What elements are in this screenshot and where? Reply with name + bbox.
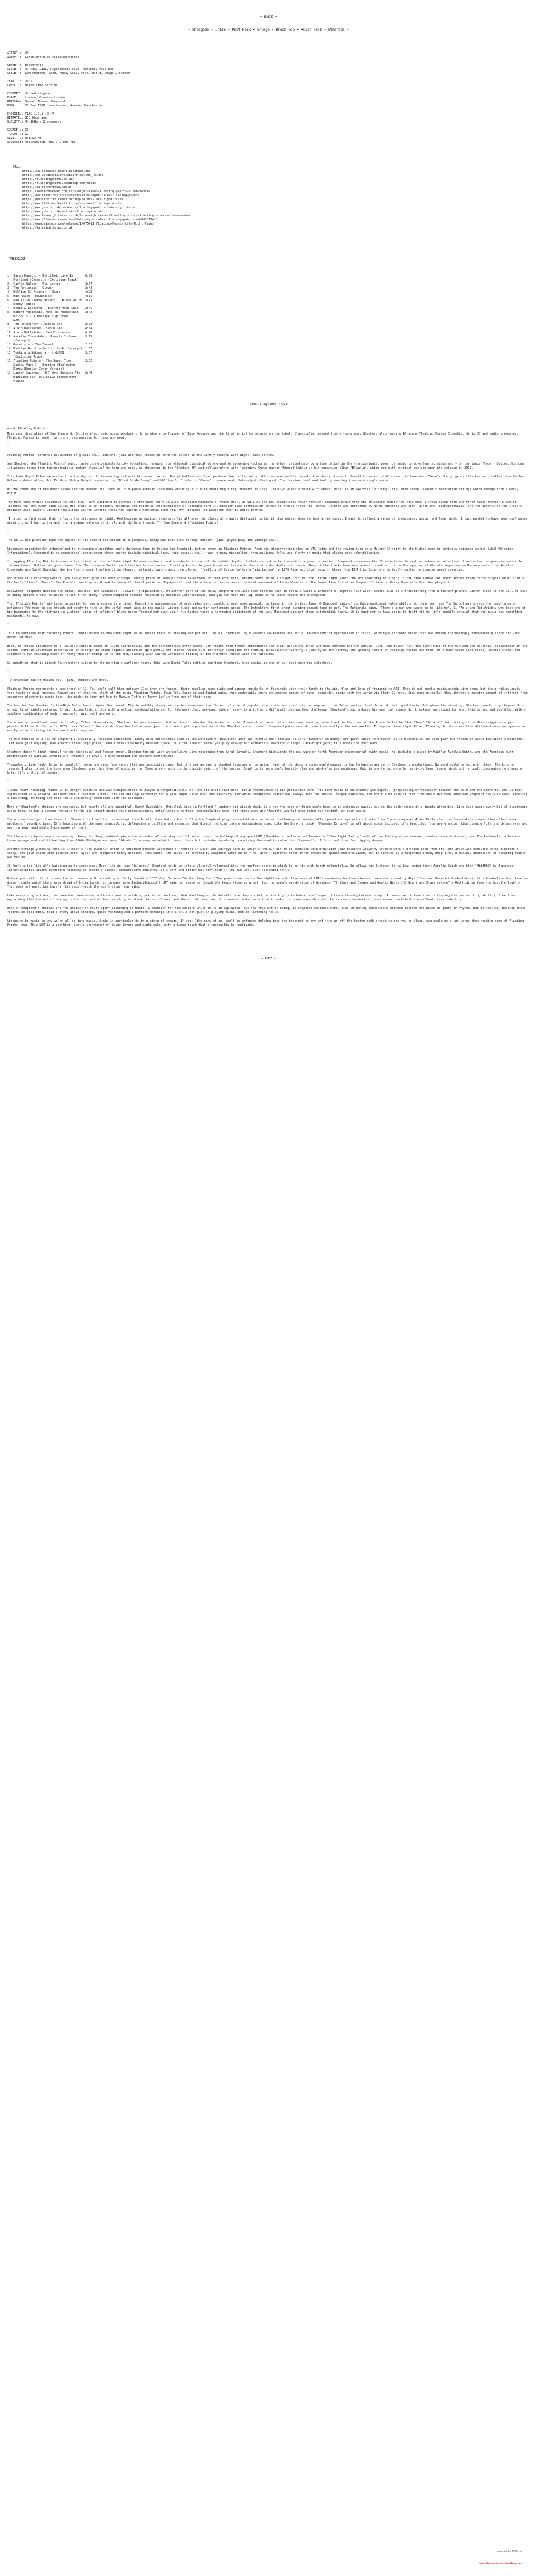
track-row: [7, 347, 95, 351]
release-info-line: [7, 124, 531, 128]
track-row: [7, 343, 95, 347]
track-number: [7, 367, 13, 371]
track-time: [85, 319, 95, 323]
about-paragraph: Sam Shepherd aka Floating Points' music taste is notoriously tricky to define, ranging from ethereal classical at one end to careening techno at the other, united only by a fine belief in the transcendental power of music to move hearts, minds and - on the dance floor - bodies. His own influences range from impressionistic modern classical to jazz and soul, as showcased in the "Shadows EP" and collaborating with legendary Gnawa master Mahmoud Guinia in his expansive album "Elaenia", which met with critical acclaim upon its release in 2015.: [7, 462, 524, 470]
url-link[interactable]: http://www.facebook.com/floatingpoints: [22, 170, 91, 173]
about-paragraph: The bar for Sam Shepherd's LateNightTales feels higher than usual. The incredibly steady mix series showcases the "interior" side of popular electronic music artists, or anyone in the Tales series, that drive of their good taste. But given his standing, Shepherd needs to go beyond this on his first widely released DJ mix. Accomplishing this with a mellow, contemplative set for the post-club, pre-dawn side of every is a lot more difficult than another challenge. Shepherd's mix endorse his own high standards, breaking new ground for what this series and could be, with a seamless combination of modern ambient, jazz, soul and more.: [7, 704, 526, 716]
release-info-line: STYLE..: IDM Ambient, Jazz, Funk, Soul, Folk, World, Stage & Screen: [7, 72, 130, 75]
track-title: Toshiharu Nakamura - MiddNO9: [13, 351, 64, 355]
track-row: [7, 355, 95, 359]
total-playtime: Total Playtime: 77:22: [249, 403, 288, 406]
about-paragraph: It's no surprise that Floating Points' contribution to the Late Night Tales series feels so healing and patient. The DJ, producer, Eglo Records co-founder and actual neuroscientist specializes in fluid, warming electronic music that has become increasingly mind-bending since his 2009 debut J&W Beat.: [7, 632, 520, 639]
url-link[interactable]: http://www.juno.co.uk/artists/floating+points: [22, 210, 104, 214]
url-link[interactable]: https://musiccritic.com/floating-points-late-night-tales: [22, 198, 123, 201]
release-info-line: SIZE....: 348.92 MB: [7, 137, 42, 140]
track-number: 15: [7, 351, 11, 355]
track-row: [7, 327, 95, 331]
track-number: 1: [7, 274, 9, 278]
track-number: 13: [7, 343, 11, 347]
track-title: Aurelio Coverdale - Moments Is Love: [13, 335, 77, 338]
track-time: 3:42: [84, 311, 93, 314]
about-title: About Floating Points:: [7, 427, 47, 430]
track-row: [7, 335, 95, 339]
url-link[interactable]: http://www.thelineofbestfit.com/reviews/floating-points: [22, 202, 122, 205]
track-row: [7, 359, 95, 363]
track-title: Dorothy's - The Tunnel: [13, 343, 53, 347]
track-title: Of Souls - A Message Sign From: [13, 315, 68, 318]
track-time: [85, 278, 95, 282]
track-time: [85, 355, 95, 359]
release-info-line: GENRE..: Electronic: [7, 64, 43, 67]
tracklist-title: - TRACKLIST: [6, 257, 26, 261]
track-time: 2:45: [84, 307, 93, 310]
track-row: [7, 274, 95, 278]
track-time: [85, 339, 95, 343]
track-number: [7, 319, 13, 323]
release-info-line: ALBUM..: LateNightTales Floating Points: [7, 56, 79, 59]
track-title: Carlos Walker - Via Lactea: [13, 282, 61, 286]
about-paragraph: There are no quantized drums on LateNightTales. When mixing, Shepherd focuses on moods, but he doesn't abandon the technical side: I mean his concentrated, two rare sounding soundtrack in the form of the Alain Bellaiche "Sun Blues" "Glowin'" into strings from Mississippi-born jazz pianist William S. Fischer's 1970 track "Chaos," the chords from the latter non- jazz piece are a pitch-perfect match for The Rationals' number. Shepherd pairs records come from vastly different worlds. Throughout Late Night Tales, Floating Points mixes from different eras and genres as easily as he'd string two techno tracks together.: [7, 721, 526, 733]
track-row: [7, 303, 95, 307]
track-row: [7, 278, 95, 282]
track-time: 4:24: [84, 299, 93, 302]
track-number: [7, 315, 13, 319]
track-time: 3:37: [84, 351, 93, 355]
release-info-line: QUALITY.: 44.1kHz / 2 channels: [7, 120, 61, 124]
track-time: 1:57: [84, 347, 93, 351]
track-title: Event & Innocent - Express Your Love: [13, 307, 79, 310]
about-paragraph: So something that is almost faith before suited to the morning's earliest hours, this Late Night Tales edition confirms Shepherd, once again, as one of our most generous selectors.: [7, 661, 333, 665]
about-paragraph: "I tried to find music that reflects the stillness of night. And because my musical interests lie all over the place, it's quite difficult to distil that notion down to just a few songs. I want to reflect a sense of dreaminess, peace, and late night. I just wanted to have some cool music mixed in, so I had to try and find a unique balance of it all with different music." - Sam Shepherd (Floating Points): [7, 517, 528, 525]
credit-line-1: covered by NGM.ru: [496, 2550, 522, 2553]
about-paragraph: Many of Shepherd's choices are the product of hours spent listening to music, a penchant for the obscure which is to be applauded, but the true art of DJing, as Shepherd exhibits here, lies in making connections between records—not based on genre or rhythm, but on feeling. Hearing these records—in real time, told a story about strange, quiet yearning and a perfect morning; it's a skill not just in playing music, but in listening to it.: [7, 907, 526, 914]
url-link[interactable]: https://floatingpoints.bandcamp.com/music: [22, 182, 97, 185]
url-label: URL..:: [13, 165, 24, 169]
about-paragraph: *: [7, 670, 9, 674]
url-link[interactable]: https://en.wikipedia.org/wiki/Floating_Points: [22, 174, 104, 177]
about-paragraph: - A standout mix of mellow soul, jazz, ambient and more. -: [7, 679, 112, 682]
track-row: [7, 323, 95, 327]
track-number: 4: [7, 290, 9, 294]
track-time: 3:02: [84, 359, 93, 363]
track-number: 17: [7, 371, 11, 375]
about-paragraph: *: [7, 445, 9, 448]
track-time: [85, 367, 95, 371]
track-time: 2:43: [84, 286, 93, 290]
track-row: [7, 380, 95, 384]
about-paragraph: Another strangely moving tone is Grimoth's "The Tunnel," which is embedded between Coverdale's "Moments in Love" and Kaitlyn Aurelia Smith's "Milk." Not to be confused with Brazilian jazz-fusion's Gruyeth, Grimoth were a British band from the late 1970s who combined Norma Winstone's smoky, pre-gold voice with pianist John Taylor and trumpeter Kenny Wheeler. "The Sweet Time Suite" is covered by Shepherd later on in "The Tunnel" captures these three treasures spaced and brilliant, but is carried by a tangerine dreamy Moog line, a musical impression of Floating Points' own future.: [7, 848, 528, 859]
track-row: [7, 331, 95, 335]
about-paragraph: Before you drift off, in comes Lauren Laverne with a reading of Emily Brontë's "037 Why, Because The Dazzling Sun." The poem is an ode to the nighttime and, like many of LNT's customary bedtime stories (previously read by Rhys Ifans and Benedict Cumberbatch), it's borderline too. Laverne doesn't quite match the creaky dread of Lydia Lunch, so in many ways Badhabidtwoodn't LNT made her sound as though she keeps those as a pet. But the poem's celebration of darkness ("O Stars and Dreams and Gentle Night / O Night and Stars return" / And hide me from the hostile light / That does not warm, but burn") fits snugly with the mix's after-hour vibe.: [7, 877, 528, 889]
track-title: William S. Fischer - Chaos: [13, 290, 61, 294]
track-number: 2: [7, 282, 9, 286]
url-list: [22, 170, 531, 230]
track-row: [7, 311, 95, 315]
url-link[interactable]: https://louderthanwar.com/late-night-tales-floating-points-album-review: [22, 190, 150, 193]
track-title: (Excerpt): [13, 339, 30, 343]
track-title: Kenny Wheeler Cover Version): [13, 367, 64, 371]
about-paragraph: On the other end of the music scale are the modernists, such as US 8-piece Aurelio Coverdale who mingle in with their beguiling 'Moments Is Love', Kaitlyn Aurelia Smith with whose 'Milk' is an exercise in tranquility, with Sarah Davachi's meditative strings which emerge from a woozy world.: [7, 488, 518, 495]
track-number: 14: [7, 347, 11, 351]
about-paragraph: Main recording alias of Sam Shepherd, British electronic music producer. He is also a co-founder of Eglo Records and the first artist to release on the label. Classically trained from a young age, Shepherd also leads a 16-piece Floating Points Ensemble. He is DJ and radio presenter. Floating Points is known for his strong passion for jazz and soul.: [7, 432, 518, 440]
track-title: The Rationals - Glowin: [13, 286, 53, 290]
track-number: 16: [7, 359, 11, 363]
about-paragraph: Here, he treats listeners to a lovingly-curated jaunt in 1970s spirituality and the contemporary avant-garde. Jon treats from French experimentalist Alain Bellaiche offer a bridge between the two worlds, with "Sun Blues" fill the first half of the mix and the celestial soundscapes in the second. Aurelio Coverdale contributes an excerpt in which organic acoustics spin gently off-course, which sits perfectly alongside the chiming percussion of Dorothy's jazz-lyric The Tunnel, the opening record on Floating Points and Four Tet's much-loved (and Flock) Records stash. Sam Shepherd's own stunning cover of Kenny Wheeler brings us to the end, closing with Lauren Laverne's reading of Emily Brontë thrown upon the curtains.: [7, 645, 528, 656]
release-info-line: STYLE..: DJ Mix, Jazz, Psychedelic Soul, Ambient, Post-Bop: [7, 68, 114, 71]
track-title: Portland (Excerpt) (Exclusive Track): [13, 278, 79, 282]
url-link[interactable]: https://latenighttales.co.uk: [22, 226, 73, 230]
release-info-line: [7, 108, 531, 112]
about-paragraph: There's an indulgent loveliness to "Moments is Love" too, an excerpt from Aurelio Coverdale's Gnaifs EP which Shepherd plays around 45 minutes later, following two wonderfully spaced and mysterious tracks from French composer Alain Bellaiche, the Coverdale's composition offers nine minutes of pounding bass. It's haunting with the same tranquility, delivering a drifting and creeping that direct the time into a meaningless zone. Like the Dorothy track, "Moments Is Love" is all about sonic texture: it's beautiful from every angle, like turning life's problems over and over in your head while lying awake at night.: [7, 818, 528, 830]
track-title: Max Roach - Equipoise: [13, 295, 52, 298]
track-row: [7, 299, 95, 303]
url-link[interactable]: https://floatingpoints.co.uk/: [22, 178, 75, 181]
about-paragraph: The UK DJ and producer taps the depths of his record collection in a gorgeous, moody mix that runs through ambient, jazz, psych pop, and vintage soul.: [7, 539, 278, 542]
release-info-line: LABEL..: Night Time Stories: [7, 84, 58, 87]
release-info-line: BIRTHDAY: Samuel Thomas Shepherd: [7, 100, 65, 104]
track-number: 5: [7, 295, 9, 298]
track-title: Enemy (Edit): [13, 303, 35, 306]
url-link[interactable]: http://www.theskinny.co.uk/music/late-night-tales-floating-points: [22, 194, 140, 197]
about-paragraph: This Late Night Tales excursion into the depths of the evening reflects his broad tastes. The globally-transfixed producer has collected untold treasures on his travels from dusty stores in Brazil to market stalls near his hometown. There's the gorgeous 'Via Lactea', culled from Carlos Walker's debut album, Abu Talib's (Bobby Wright) devastating 'Blood Of An Enemy' and William S. Fischer's 'Chaos' - spaced-out, late-night, feel-good. The tension, soul and feeling seeping from each song's pores.: [7, 475, 524, 483]
track-time: 6:38: [84, 274, 93, 278]
about-paragraph: In tapping Floating Points to curate the latest edition of Late Night Tales—a series in which selectors show off the hidden depths of their record collections—it's a great potential. Shepherd sequences his 17 selections through an unhurried selection of evocative, crepuscular music for the wee hours. Unlike his good friend Four Tet's own eclectic contribution to the series, Floating Points forgoes house and techno in favor of a decidedly soft touch. Many of the tracks here are rooted in ambient, from the opening of his staring-at-a-candle zone-outs from Aurelio Coverdale and Sarah Davachi, the ice that's more floating by in sleepy, textural, such tracks in pinkbrush fragility of Carlos Walker's 'Via Lactea', a 1976 late spiritual jazz in blues from ECM trio Oriente's perfectly suited to inspire sweet reveries.: [7, 560, 524, 572]
track-time: 4:48: [84, 323, 93, 326]
genre-nav[interactable]: • Shoegaze • Indie • Post-Rock • Grunge • Dream Pop • Psych-Rock • Ethereal •: [187, 28, 350, 32]
url-link[interactable]: http://www.juno.co.uk/products/floating-points-late-night-tales: [22, 206, 136, 209]
url-link[interactable]: https://ra.co/reviews/23510: [22, 186, 71, 189]
about-paragraph: Floating Points' personal collection of global soul, ambient, jazz and folk treasures form the latest in the warmly revered Late Night Tales series.: [7, 454, 275, 457]
track-row: [7, 282, 95, 286]
track-row: [7, 376, 95, 380]
track-number: 9: [7, 323, 9, 326]
track-number: 7: [7, 307, 9, 310]
about-paragraph: *: [7, 530, 9, 533]
track-number: 3: [7, 286, 9, 290]
about-paragraph: That Floating Points' mix tends primarily to room presence is a given. Beyond the gorgeousness of each selection, something even more unusual: outlined in the lyrics. Event & Innocent sing of soothing emotional vulnerability to their men, and The Defoulters stress the importance of patience: "We need to see though and ready to find in the world, much less in pop music. Listen close and darker sentiments arise: The Defoulters first shout turning enough food to eat, The Rationals sing, 'There's a man who wants to be like me', I, 'Am'; and Red Wright, who lost one of his bandmates to the fighting in Vietnam, sings of soldiers' blood being "poured out over you." His hushed voice a harrowing indictment of the war. Measured against these existential fears, it is hard not to have music to drift off to, it's equally crucial that the music has something meaningful to say.: [7, 602, 526, 618]
track-title: Dazzling Sun (Exclusive Spoken Word: [13, 376, 77, 379]
about-paragraph: Floating Points represents a new breed of DJ. You could call them gateway DJs; they are famous, their headline huge clubs and appear regularly at festivals with their hands in the air, flag and lots of frequent to ARI. They do not need a musicianship with them, but their ridiculously vast taste of soul records. Regardless of what you think of the music Floating Points, Four Tet, Jamie xx and Daphni make, they undeniably share an immense amount of rare, beautiful music with the world via their DJ sets. And, more directly, they attract a massive amount of interest from crossover electronic music fans, who might in turn get hip to Marvin Tuffe or Danny Lurlin from one of their sets.: [7, 687, 528, 699]
about-paragraph: *: [7, 780, 9, 783]
track-time: 4:28: [84, 290, 93, 294]
url-link[interactable]: http://www.allmusic.com/album/late-night-tales-floating-points-mw0003277418: [22, 218, 158, 222]
track-title: Robert Vandeskill Med The Foundation: [13, 311, 79, 314]
about-paragraph: Many of Shepherd's choices are esoteric, but nearly all are beautiful. Sarah Davachi's 'Untitled, Live in Portland,' lambent and almost dead, it's not the sort of thing you'd hear in an extensive music, but in the night where it's deeply affecting. Like just about every bit of electronic music here, it has a serene rhetoric to the air-crunch inside your consciousness, establishes a serious, contemplative mood, and times away any thoughts you had when going out tonight, or ever again.: [7, 805, 528, 813]
about-paragraph: Elsewhere, Shepherd dazzles the crowd, the mix: the Rationals' 'Glowin'' ("Equipoise"). On another part of the coin, Shepherd includes some records that in reveals Sweet & Innocent's "Express Your Love" sounds like it's transmitting from a distant planet. Listen close to the wall-of-soul of Bobby Wright's self-released "Blood of an Enemy", which Shepherd himself reissued by Melodies International, and you can hear his lip smack as he leans toward the microphone.: [7, 590, 528, 597]
release-info-line: ENCODER.: FLAC 1.3.1 -8 -V: [7, 112, 54, 116]
track-row: [7, 295, 95, 299]
release-info-line: PLACE..: London, Greater London: [7, 96, 65, 100]
release-info-line: ACCURACY: Accuraterip: YES / CTDB: YES: [7, 141, 76, 144]
credit-line-2: Next Generation of Pre-Releases: [479, 2562, 522, 2566]
about-paragraph: The mix focuses on a few of Shepherd's previously revealed obsessions. Dusty soul obscurities—such as The Defoulters' beautiful 1975 cut "Gentle Man" and Abu Talib's "Blood Of An Enemy"—are given space to breathe, as is minimalism. We also play two tracks of Alain Bellaiche's beautiful laid back jazz odyssey, Max Roach's stark "Equipoise," and a free-flow Kenny Wheeler track. It's the kind of music you play slowly for Grimaldi's electronic songs. Late-night jazz; it's honey for your ears.: [7, 738, 524, 745]
track-title: Abu Talib (Bobby Wright) - Blood Of An: [13, 299, 82, 302]
track-number: 11: [7, 331, 11, 334]
track-row: [7, 319, 95, 323]
track-title: The Defoulters - Gentle Man: [13, 323, 62, 326]
track-title: (Exclusive Track): [13, 355, 45, 359]
track-time: [85, 315, 95, 319]
release-info-line: BITRATE.: 851 kbps avg: [7, 116, 47, 120]
track-time: 3:07: [84, 282, 93, 286]
release-info-line: YEAR...: 2019: [7, 80, 32, 83]
release-info-line: COUNTRY: United Kingdom: [7, 92, 50, 95]
track-time: 9:13: [84, 335, 93, 338]
about-paragraph: And since it's Floating Points, you can either gush and over Discogs' asking price of some of these selections or find exquisite, arcane cents details to get lost in: the litrae night yield the any something or single in the ride cymbal can sound across those certain spots on William S. Fischer's 'Chaos'. There's Max Roach's haunting vocal meditation with choral patterns 'Equipoise', and the otherwise restrained orchestral movement of Kenny Wheeler's 'The Sweet Time Suite' as Shepherd's take on Kenny Wheeler's Part One played in.: [7, 577, 526, 584]
track-row: [7, 339, 95, 343]
about-paragraph: Listening to music is why we're all so into music. A mix in particular is in a state of change. If you, like many of us, can't be bothered delving into the internet to try and find an off-the-beaten-path artist to get you to sleep, you could do a lot worse than reading some of Floating Points' own. This LNT is a soothing, subtle instrument of music lovers and night owls, with a human touch that's impossible to replicate.: [7, 919, 524, 927]
track-number: [7, 355, 13, 359]
credit: [479, 2542, 522, 2570]
about-paragraph: Listeners consistently underwhelmed by streaming algorithms could do worse than to follow Sam Shepherd, better known as Floating Points. From his globetrotting show on NTS Radio and his roving turn on a Melody DJ night to the hidden gems he lovingly reissues on his label Melodies International, Shepherd is an exceptional connoisseur whose tastes include spiritual jazz, rare gospel, soul, jazz, dreamy minimalism, tropicalismo, folk, and plenty of music that eludes easy identification.: [7, 547, 513, 555]
about-paragraph: Like every single track, the poem has been chosen with care and painstaking precision. And yes, that dwelling on the details: the deep rooted, as the highly technical challenges of transitioning between songs. It means we're free from critiquing his beatmatching ability, free from explaining that the art of mixing is the real art of beat-matching is about the art of mood and the art of tone, and it's sounds tacky, as a true to make its power over this mix. He succeeds instead on focus on—and back-to-his excellent track selection.: [7, 894, 515, 901]
track-title: Floating Points - The Sweet Time: [13, 359, 72, 363]
track-title: Alain Bellaiche - See Fluorescent: [13, 331, 73, 334]
track-title: Sarah Davachi - Untitled, Live In: [13, 274, 73, 278]
track-number: [7, 278, 13, 282]
track-row: [7, 307, 95, 311]
track-number: 12: [7, 335, 11, 338]
track-number: [7, 363, 13, 367]
track-title: Suite, Part I - Opening (Exclusive: [13, 363, 75, 367]
release-info-line: [7, 88, 531, 92]
track-time: 4:20: [84, 331, 93, 334]
track-number: 6: [7, 299, 9, 302]
about-paragraph: It feels a bit like it's building up to something. Much like in, say "Bulgary," Shepherd holds us into a blissful vulnerability, the perfect state in which to be hit with harsh melancholia. He allows his listener to wallow, using first Aurelia Smith and then "MiddNO9" by Japanese improvisational wizard Toshiharu Nakamura to create a sleepy, unoppressive ambience. It's soft and tender but very much in its own way. Just listening to it.: [7, 864, 513, 872]
track-row: [7, 290, 95, 295]
about-text: [7, 432, 528, 928]
release-info-line: TRACKS..: 17: [7, 133, 29, 136]
track-row: [7, 315, 95, 319]
track-number: 8: [7, 311, 9, 314]
release-page: [6, 6, 531, 965]
track-row: [7, 363, 95, 367]
track-time: [85, 363, 95, 367]
track-number: [7, 376, 13, 380]
about-section: [7, 427, 528, 928]
url-block: [6, 161, 531, 238]
track-number: [7, 303, 13, 307]
track-time: [85, 380, 95, 384]
track-row: [7, 371, 95, 376]
about-paragraph: "We have some tracks exclusive to this mix," says Shepherd in Schnell's offerings there is also Toshiharu Nakamura's 'Mondo 053', as well as the new traditional cover version, Shepherd draws from his childhood memory for this one, a track taken from the first Kenny Wheeler album he listened to, The Sweet Time Suite. His track is an elegant, original yet faithful interpretation of 'Opening Part I'. Wheeler also contributes heroes to Brunch track The Tunnel, written and performed by Norma Winstone and John Taylor who, coincidentally, are the parents of the track's producer Alec Taylor. Closing the album, Lauren Laverne reads the suitably nocturnal poem "037 Why, Because The Dazzling Sun" by Emily Brontë.: [7, 501, 523, 512]
track-number: [7, 339, 13, 343]
track-time: [85, 303, 95, 307]
track-number: 10: [7, 327, 11, 330]
about-paragraph: I once heard Floating Points DJ in bright sunshine and was disappointed: he played a forgettable mix of funk and disco that bore little resemblance to his productive work. His best music is melancholy yet hopeful, progressing effortlessly between the calm and the euphoric, and is best experienced in a patient listener than a ravenous crowd. This set hits up perfectly for a Late Night Tales mix: the solitary, nocturnal headphones-wearer has always been the series' target audience, and there's no inch of room from the FlaPo-real name Sam Shepherd feels at ease, curating a ravishing, drifting set that feels intimately connected with its listener.: [7, 789, 528, 800]
about-paragraph: Throughout, Late Night Tales is beautiful: when one gets from songs that are impossibly rare. But it's not an overly studied treasurers' paradise. Many of the obscure songs would appeal to the fanbase drawn in by Shepherd's productions. No nerd could be hit with these. The kind of records I play to set the tone when Shepherd uses this type of music as the flow. A very much in the classic spirit of the series. Equal parts warm soul, heavily blue and mind-clearing ambience, this is one to put on after arriving home from a night out, a comforting guide to sleep, or both. It's a thing of beauty.: [7, 763, 524, 775]
track-number: [7, 380, 13, 384]
tracklist: [7, 274, 95, 384]
track-title: Alain Bellaiche - Sun Blues: [13, 327, 62, 330]
release-info-line: SOURCE..: CD: [7, 128, 29, 132]
footer-title: = ENDZ =: [261, 957, 276, 961]
track-title: Lauren Laverne - 037 Why, Because The: [13, 371, 80, 375]
url-link[interactable]: https://www.discogs.com/release/14075411-Floating-Points-Late-Night-Tales: [22, 222, 154, 226]
track-row: [7, 351, 95, 355]
release-info-line: BORN...: 21 May 1986, Manchester, Greater Manchester: [7, 104, 103, 108]
url-link[interactable]: http://www.latenighttales.co.uk/late-night-tales/floating-points-floating-points-album-review: [22, 214, 190, 218]
track-title: Kaitlyn Aurelia Smith - Milk (Excerpt): [13, 347, 82, 351]
site-title: = ENDZ =: [260, 15, 277, 19]
about-paragraph: Shepherd doesn't limit himself to the historical and lesser known. Opening the mix with an exclusive live recording from Sarah Davachi, Shepherd highlights the new wave of North American experimental synth music. He includes a piece by Kaitlyn Aurelia Smith, and the American guzz progression of Aurelio Coverdale's "Moments Is Love", a disorienting and emotive centerpiece.: [7, 750, 513, 758]
track-time: 4:04: [84, 327, 93, 330]
track-time: 2:49: [84, 371, 93, 375]
track-title: Piece): [13, 380, 24, 383]
track-row: [7, 367, 95, 371]
release-info-line: [7, 60, 531, 64]
track-time: 4:15: [84, 295, 93, 298]
about-paragraph: Yet the mix is by no means depressing. Among its long, ambient piece are a number of soothing soulful selections, the halfway of any good LNT (Shoulder's inclusion of Darwood's "Blue Light Fading" made of the feeling of an unknown country dance instance), and The Rationals, a lesser-known garage soul outfit hailing from 1960s Michigan who made "Glowin'", a song recorded to sound funky but includes vocals by comprising the mood is calmer for Shepherd's. It's a real time for digging deeper.: [7, 835, 520, 842]
track-row: [7, 286, 95, 290]
track-time: 2:02: [84, 343, 93, 347]
release-info-line: ARTIST.: VA: [7, 51, 29, 55]
track-title: God: [13, 319, 19, 322]
track-time: [85, 376, 95, 380]
about-paragraph: *: [7, 623, 9, 627]
release-info-line: [7, 76, 531, 80]
release-info: [7, 51, 531, 145]
